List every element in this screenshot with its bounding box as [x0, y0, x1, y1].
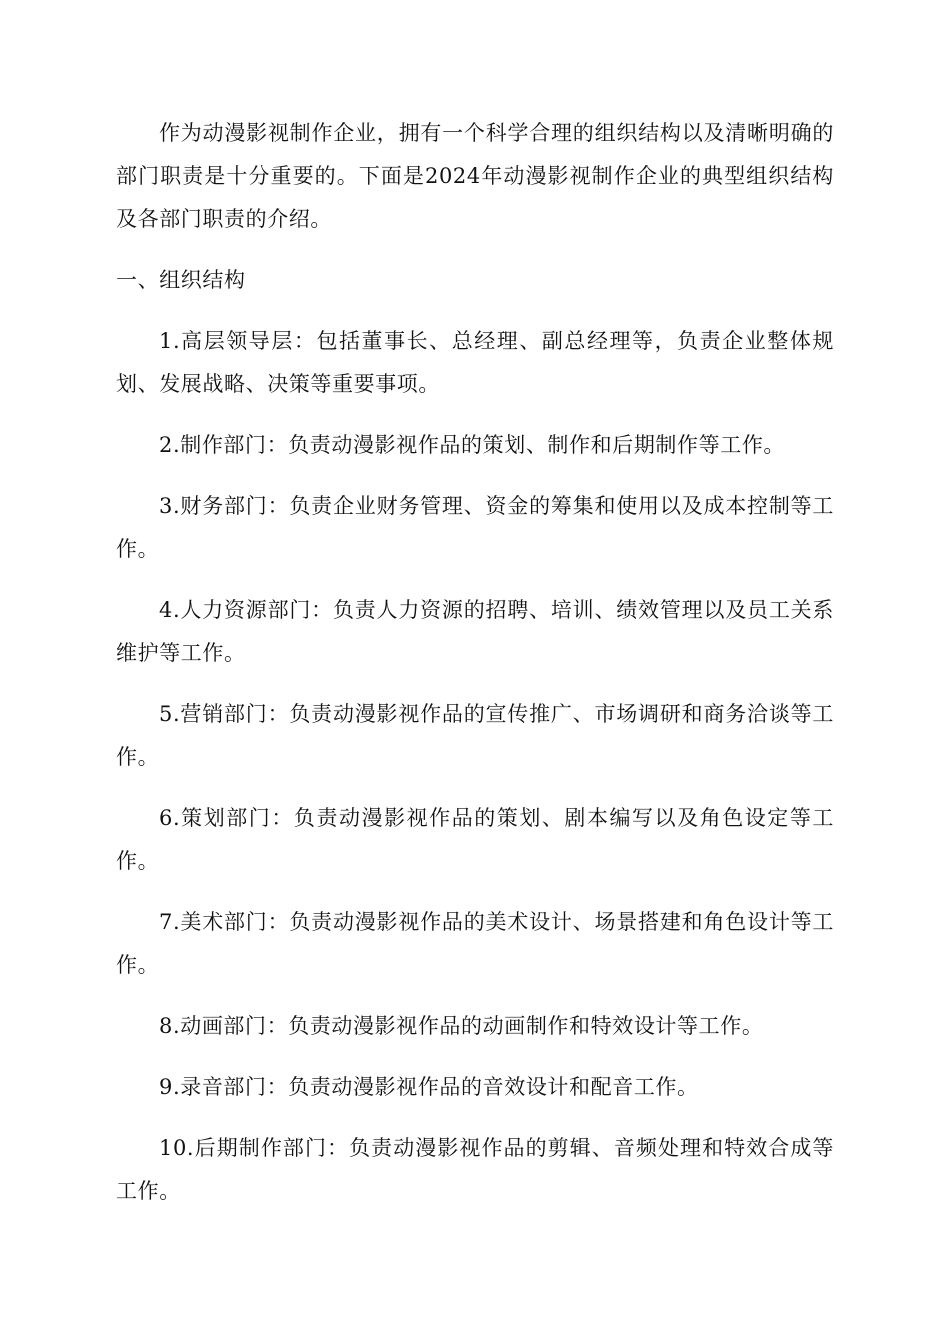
list-item: 1.高层领导层：包括董事长、总经理、副总经理等，负责企业整体规划、发展战略、决策等重要事项。: [116, 329, 834, 396]
list-item: 5.营销部门：负责动漫影视作品的宣传推广、市场调研和商务洽谈等工作。: [116, 702, 834, 769]
list-item: 3.财务部门：负责企业财务管理、资金的筹集和使用以及成本控制等工作。: [116, 494, 834, 561]
list-item: 9.录音部门：负责动漫影视作品的音效设计和配音工作。: [159, 1075, 699, 1099]
list-item: 2.制作部门：负责动漫影视作品的策划、制作和后期制作等工作。: [159, 433, 786, 457]
list-item: 7.美术部门：负责动漫影视作品的美术设计、场景搭建和角色设计等工作。: [116, 910, 834, 977]
list-item: 4.人力资源部门：负责人力资源的招聘、培训、绩效管理以及员工关系维护等工作。: [116, 598, 834, 665]
intro-paragraph: 作为动漫影视制作企业，拥有一个科学合理的组织结构以及清晰明确的部门职责是十分重要的。下面是2024年动漫影视制作企业的典型组织结构及各部门职责的介绍。: [116, 121, 834, 231]
section-heading: 一、组织结构: [116, 268, 246, 292]
list-item: 6.策划部门：负责动漫影视作品的策划、剧本编写以及角色设定等工作。: [116, 806, 834, 873]
list-item: 8.动画部门：负责动漫影视作品的动画制作和特效设计等工作。: [159, 1014, 764, 1038]
document-body: [116, 112, 834, 1231]
list-item: 10.后期制作部门：负责动漫影视作品的剪辑、音频处理和特效合成等工作。: [116, 1136, 834, 1203]
